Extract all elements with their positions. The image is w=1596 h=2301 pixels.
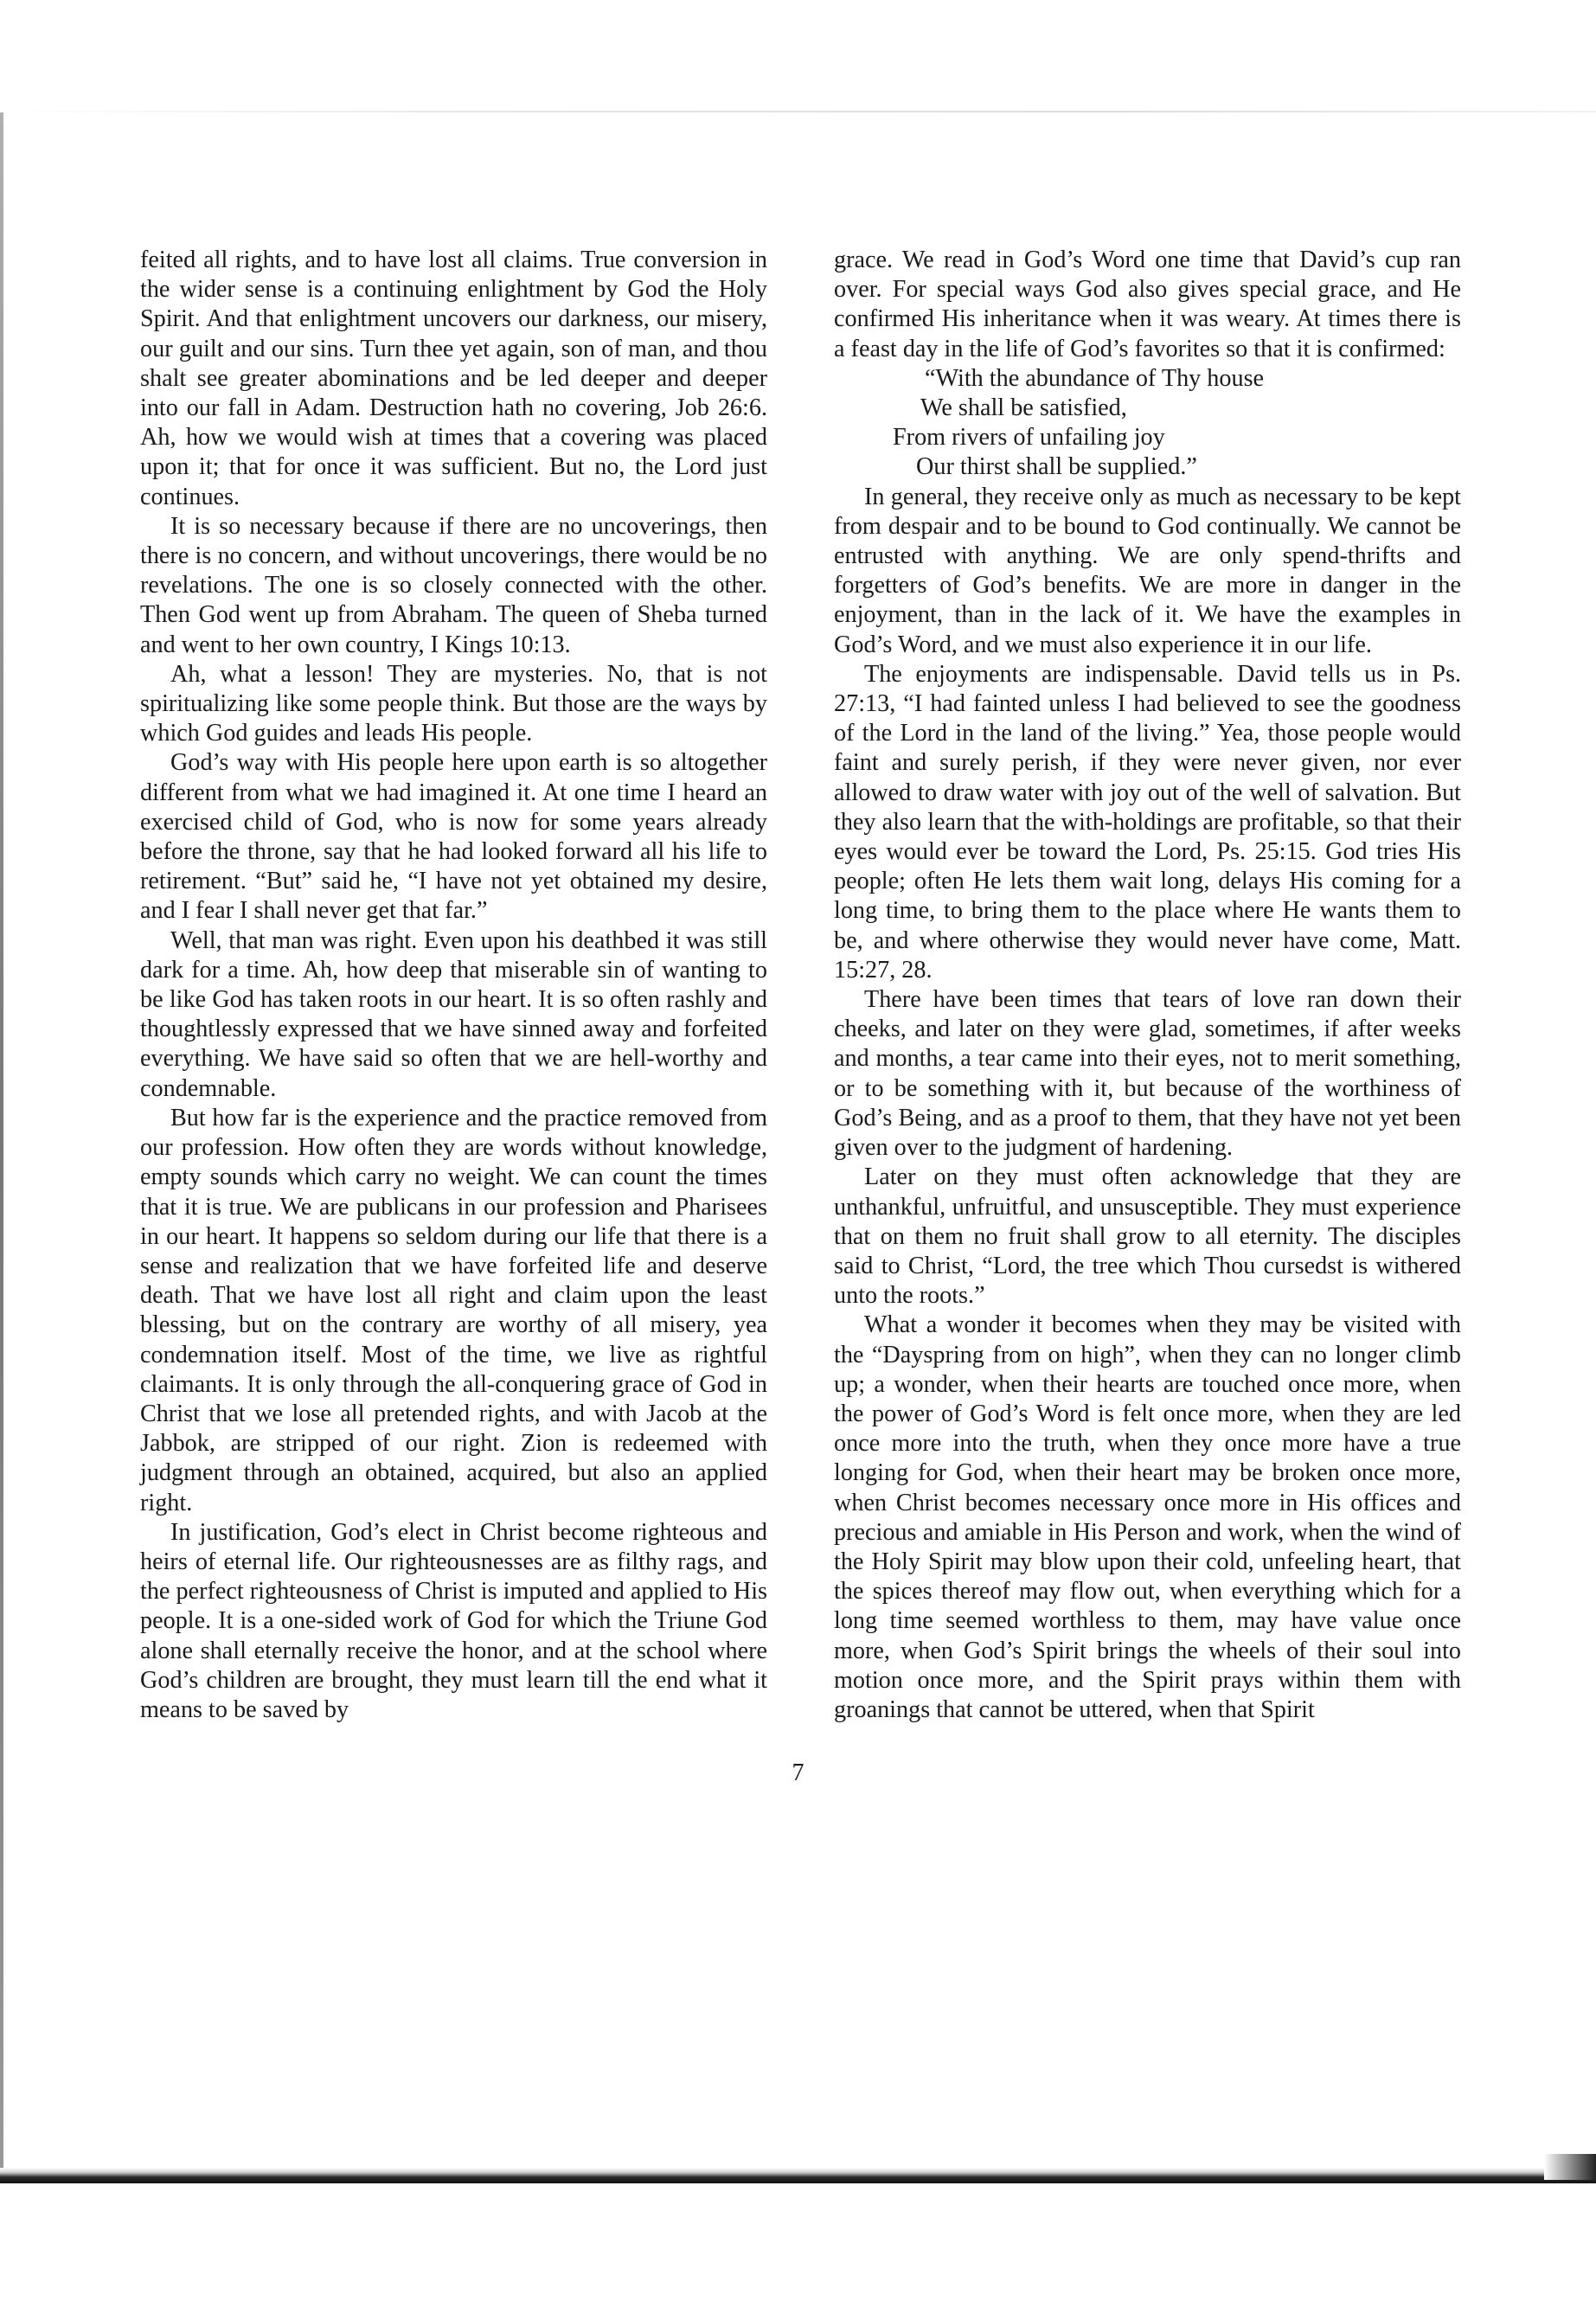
scan-edge-bottom <box>0 2168 1596 2183</box>
paragraph: Well, that man was right. Even upon his deathbed it was still dark for a time. Ah, how deep that miserable sin of wanting to be like God has taken roots in our heart. It is so often rashly and thoughtlessly expressed that we have sinned away and forfeited everything. We have said so often that we are hell-worthy and condemnable. <box>140 926 767 1102</box>
poem-line: Our thirst shall be supplied.” <box>916 453 1197 481</box>
paragraph: It is so necessary because if there are no uncoverings, then there is no concern, and without uncoverings, there would be no revelations. The one is so closely connected with the other. Then God went up from Abraham. The queen of Sheba turned and went to her own country, I Kings 10:13. <box>140 512 767 658</box>
poem-line: “With the abundance of Thy house <box>925 364 1265 392</box>
paragraph: Later on they must often acknowledge that they are unthankful, unfruitful, and unsusceptible. They must experience that on them no fruit shall grow to all eternity. The disciples said to Christ, “Lord, the tree which Thou cursedst is withered unto the roots.” <box>834 1163 1461 1310</box>
paragraph: feited all rights, and to have lost all claims. True conversion in the wider sense is a continuing enlightment by God the Holy Spirit. And that enlightment uncovers our darkness, our misery, our guilt and our sins. Turn thee yet again, son of man, and thou shalt see greater abominations and be led deeper and deeper into our fall in Adam. Destruction hath no covering, Job 26:6. Ah, how we would wish at times that a covering was placed upon it; that for once it was sufficient. But no, the Lord just continues. <box>140 247 767 510</box>
paragraph: grace. We read in God’s Word one time that David’s cup ran over. For special ways God also gives special grace, and He confirmed His inheritance when it was weary. At times there is a feast day in the life of God’s favorites so that it is confirmed: <box>834 247 1461 362</box>
poem-line: From rivers of unfailing joy <box>893 424 1165 452</box>
scan-edge-left <box>0 112 3 2180</box>
scan-edge-top <box>0 111 1596 112</box>
paragraph: In justification, God’s elect in Christ become righteous and heirs of eternal life. Our righteousnesses are as filthy rags, and the perfect righteousness of Christ is imputed and applied to His people. It is a one-sided work of God for which the Triune God alone shall eternally receive the honor, and at the school where God’s children are brought, they must learn till the end what it means to be saved by <box>140 1518 767 1723</box>
paragraph: What a wonder it becomes when they may be visited with the “Dayspring from on high”, when they can no longer climb up; a wonder, when their hearts are touched once more, when the power of God’s Word is felt once more, when they are led once more into the truth, when they once more have a true longing for God, when their heart may be broken once more, when Christ becomes necessary once more in His offices and precious and amiable in His Person and work, when the wind of the Holy Spirit may blow upon their cold, unfeeling heart, that the spices thereof may flow out, when everything which for a long time seemed worthless to them, may have value once more, when God’s Spirit brings the wheels of their soul into motion once more, and the Spirit prays within them with groanings that cannot be uttered, when that Spirit <box>834 1311 1461 1723</box>
page-number: 7 <box>792 1759 804 1786</box>
right-column <box>834 246 1461 1725</box>
poem-line: We shall be satisfied, <box>920 394 1127 422</box>
paragraph: In general, they receive only as much as necessary to be kept from despair and to be bound to God continually. We cannot be entrusted with anything. We are only spend-thrifts and forgetters of God’s benefits. We are more in danger in the enjoyment, than in the lack of it. We have the examples in God’s Word, and we must also experience it in our life. <box>834 483 1461 658</box>
paragraph: But how far is the experience and the practice removed from our profession. How often they are words without knowledge, empty sounds which carry no weight. We can count the times that it is true. We are publicans in our profession and Pharisees in our heart. It happens so seldom during our life that there is a sense and realization that we have forfeited life and deserve death. That we have lost all right and claim upon the least blessing, but on the contrary are worthy of all misery, yea condemnation itself. Most of the time, we live as rightful claimants. It is only through the all-conquering grace of God in Christ that we lose all pretended rights, and with Jacob at the Jabbok, are stripped of our right. Zion is redeemed with judgment through an obtained, acquired, but also an applied right. <box>140 1104 767 1516</box>
paragraph: The enjoyments are indispensable. David tells us in Ps. 27:13, “I had fainted unless I had believed to see the goodness of the Lord in the land of the living.” Yea, those people would faint and surely perish, if they were never given, nor ever allowed to draw water with joy out of the well of salvation. But they also learn that the with-holdings are profitable, so that their eyes would ever be toward the Lord, Ps. 25:15. God tries His people; often He lets them wait long, delays His coming for a long time, to bring them to the place where He wants them to be, and where otherwise they would never have come, Matt. 15:27, 28. <box>834 660 1461 984</box>
poem-quote <box>834 364 1461 483</box>
paragraph: Ah, what a lesson! They are mysteries. No, that is not spiritualizing like some people think. But those are the ways by which God guides and leads His people. <box>140 660 767 747</box>
left-column <box>140 246 767 1725</box>
paragraph: God’s way with His people here upon earth is so altogether different from what we had imagined it. At one time I heard an exercised child of God, who is now for some years already before the throne, say that he had looked forward all his life to retirement. “But” said he, “I have not yet obtained my desire, and I fear I shall never get that far.” <box>140 749 767 925</box>
paragraph: There have been times that tears of love ran down their cheeks, and later on they were glad, sometimes, if after weeks and months, a tear came into their eyes, not to merit something, or to be something with it, but because of the worthiness of God’s Being, and as a proof to them, that they have not yet been given over to the judgment of hardening. <box>834 986 1461 1162</box>
scan-edge-right <box>1544 2154 1596 2180</box>
